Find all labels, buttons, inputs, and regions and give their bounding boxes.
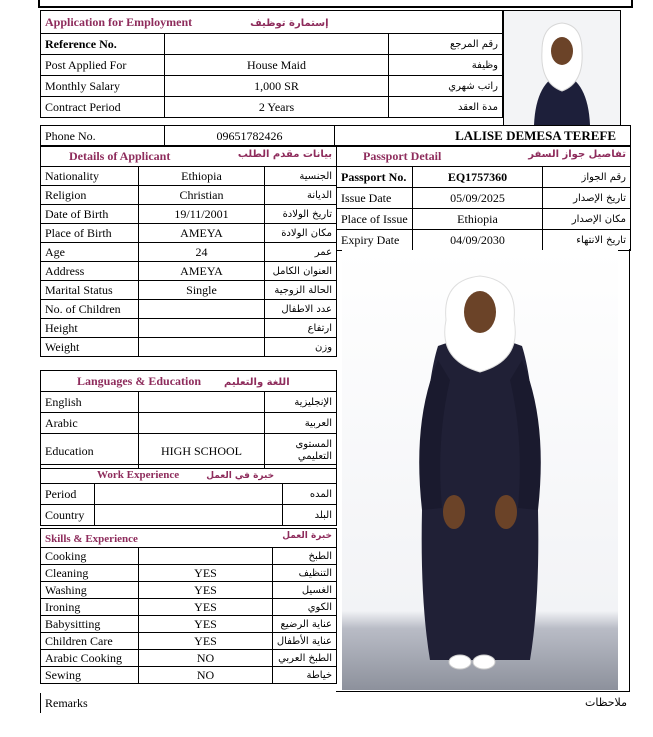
phone-name-row xyxy=(40,125,631,147)
top-frame xyxy=(38,0,633,8)
headshot-photo xyxy=(503,10,621,126)
applicant-row xyxy=(41,205,337,224)
header-table xyxy=(40,10,503,118)
work-table xyxy=(40,464,337,526)
skills-title-ar: خبرة العمل xyxy=(282,530,333,541)
english-label: English xyxy=(41,392,139,413)
work-title-ar: خبرة في العمل xyxy=(206,470,275,481)
education-label-ar: المستوى التعليمي xyxy=(265,434,337,469)
languages-section-header xyxy=(41,371,337,392)
skill-label-ar: التنظيف xyxy=(273,565,337,582)
expiry-date-value: 04/09/2030 xyxy=(413,230,543,251)
work-title: Work Experience xyxy=(97,468,180,481)
remarks-label: Remarks xyxy=(45,696,88,710)
salary-label: Monthly Salary xyxy=(41,76,165,97)
language-row xyxy=(41,413,337,434)
skill-label: Cleaning xyxy=(41,565,139,582)
arabic-value xyxy=(139,413,265,434)
place-of-issue-label-ar: مكان الإصدار xyxy=(543,209,631,230)
expiry-date-label-ar: تاريخ الانتهاء xyxy=(543,230,631,251)
place-of-issue-value: Ethiopia xyxy=(413,209,543,230)
place-of-issue-label: Place of Issue xyxy=(337,209,413,230)
skill-label-ar: عناية الأطفال xyxy=(273,633,337,650)
skill-row xyxy=(41,565,337,582)
skill-label: Sewing xyxy=(41,667,139,684)
applicant-value xyxy=(139,319,265,338)
language-row xyxy=(41,392,337,413)
skill-label-ar: الكوي xyxy=(273,599,337,616)
contract-label: Contract Period xyxy=(41,97,165,118)
applicant-label: Weight xyxy=(41,338,139,357)
salary-row xyxy=(41,76,503,97)
work-section-header xyxy=(41,465,337,484)
skill-value: YES xyxy=(139,633,273,650)
period-label-ar: المده xyxy=(283,484,337,505)
skill-row xyxy=(41,582,337,599)
applicant-label: No. of Children xyxy=(41,300,139,319)
phone-label: Phone No. xyxy=(41,126,165,147)
languages-table xyxy=(40,370,337,469)
phone-value: 09651782426 xyxy=(165,126,335,147)
work-row xyxy=(41,484,337,505)
applicant-value: AMEYA xyxy=(139,224,265,243)
applicant-label-ar: الديانة xyxy=(265,186,337,205)
skill-label-ar: الطبخ العربي xyxy=(273,650,337,667)
reference-label-ar: رقم المرجع xyxy=(389,34,503,55)
applicant-label-ar: عدد الاطفال xyxy=(265,300,337,319)
passport-no-label: Passport No. xyxy=(337,167,413,188)
applicant-value: Ethiopia xyxy=(139,167,265,186)
applicant-label-ar: تاريخ الولادة xyxy=(265,205,337,224)
skill-value: YES xyxy=(139,565,273,582)
remarks-label-ar: ملاحظات xyxy=(585,696,627,709)
salary-label-ar: راتب شهري xyxy=(389,76,503,97)
skill-row xyxy=(41,616,337,633)
applicant-title-ar: بيانات مقدم الطلب xyxy=(237,148,333,160)
remarks-row xyxy=(40,693,631,713)
applicant-value xyxy=(139,300,265,319)
arabic-label-ar: العربية xyxy=(265,413,337,434)
form-title: Application for Employment xyxy=(45,14,193,29)
header-title-row xyxy=(41,11,503,34)
passport-no-value: EQ1757360 xyxy=(413,167,543,188)
skills-table xyxy=(40,528,337,684)
salary-value: 1,000 SR xyxy=(165,76,389,97)
applicant-row xyxy=(41,243,337,262)
post-label: Post Applied For xyxy=(41,55,165,76)
issue-date-label: Issue Date xyxy=(337,188,413,209)
applicant-row xyxy=(41,300,337,319)
passport-row xyxy=(337,167,631,188)
applicant-label: Place of Birth xyxy=(41,224,139,243)
passport-no-label-ar: رقم الجواز xyxy=(543,167,631,188)
applicant-value xyxy=(139,338,265,357)
full-name: LALISE DEMESA TEREFE xyxy=(335,126,631,147)
skill-value: NO xyxy=(139,667,273,684)
passport-section-header xyxy=(337,146,631,167)
skill-label: Cooking xyxy=(41,548,139,565)
applicant-table xyxy=(40,145,337,357)
applicant-label: Address xyxy=(41,262,139,281)
education-value: HIGH SCHOOL xyxy=(139,434,265,469)
applicant-row xyxy=(41,262,337,281)
skill-value: NO xyxy=(139,650,273,667)
form-title-ar: إستمارة توظيف xyxy=(250,17,329,29)
applicant-value: 19/11/2001 xyxy=(139,205,265,224)
skill-value xyxy=(139,548,273,565)
skill-label-ar: عناية الرضيع xyxy=(273,616,337,633)
applicant-label-ar: عمر xyxy=(265,243,337,262)
reference-row xyxy=(41,34,503,55)
skill-label: Ironing xyxy=(41,599,139,616)
skill-value: YES xyxy=(139,616,273,633)
contract-label-ar: مدة العقد xyxy=(389,97,503,118)
applicant-label: Height xyxy=(41,319,139,338)
reference-label: Reference No. xyxy=(41,34,165,55)
skill-label-ar: الطبخ xyxy=(273,548,337,565)
passport-title-ar: تفاصيل جواز السفر xyxy=(528,148,627,160)
applicant-label: Date of Birth xyxy=(41,205,139,224)
applicant-row xyxy=(41,167,337,186)
country-label-ar: البلد xyxy=(283,505,337,526)
applicant-value: 24 xyxy=(139,243,265,262)
skill-value: YES xyxy=(139,582,273,599)
english-label-ar: الإنجليزية xyxy=(265,392,337,413)
period-label: Period xyxy=(41,484,95,505)
reference-value xyxy=(165,34,389,55)
skill-value: YES xyxy=(139,599,273,616)
work-row xyxy=(41,505,337,526)
applicant-row xyxy=(41,281,337,300)
skills-section-header xyxy=(41,529,337,548)
skill-row xyxy=(41,599,337,616)
skill-label: Arabic Cooking xyxy=(41,650,139,667)
applicant-value: Single xyxy=(139,281,265,300)
skill-row xyxy=(41,633,337,650)
skill-label-ar: الغسيل xyxy=(273,582,337,599)
education-label: Education xyxy=(41,434,139,469)
applicant-row xyxy=(41,338,337,357)
passport-table xyxy=(336,145,631,251)
applicant-label-ar: الجنسية xyxy=(265,167,337,186)
post-row xyxy=(41,55,503,76)
photo-frame xyxy=(336,249,630,692)
passport-row xyxy=(337,209,631,230)
languages-title-ar: اللغة والتعليم xyxy=(224,376,290,388)
skills-title: Skills & Experience xyxy=(45,532,138,545)
applicant-label: Marital Status xyxy=(41,281,139,300)
applicant-label: Religion xyxy=(41,186,139,205)
applicant-label: Age xyxy=(41,243,139,262)
contract-value: 2 Years xyxy=(165,97,389,118)
applicant-row xyxy=(41,319,337,338)
english-value xyxy=(139,392,265,413)
applicant-section-header xyxy=(41,146,337,167)
post-value: House Maid xyxy=(165,55,389,76)
applicant-value: AMEYA xyxy=(139,262,265,281)
issue-date-value: 05/09/2025 xyxy=(413,188,543,209)
period-value xyxy=(95,484,283,505)
passport-title: Passport Detail xyxy=(363,148,442,163)
skill-label: Washing xyxy=(41,582,139,599)
country-label: Country xyxy=(41,505,95,526)
issue-date-label-ar: تاريخ الإصدار xyxy=(543,188,631,209)
headshot-figure xyxy=(504,11,620,125)
expiry-date-label: Expiry Date xyxy=(337,230,413,251)
skill-label: Children Care xyxy=(41,633,139,650)
skill-row xyxy=(41,548,337,565)
applicant-title: Details of Applicant xyxy=(69,148,171,163)
applicant-row xyxy=(41,224,337,243)
post-label-ar: وظيفة xyxy=(389,55,503,76)
applicant-label-ar: الحالة الزوجية xyxy=(265,281,337,300)
applicant-label-ar: مكان الولادة xyxy=(265,224,337,243)
applicant-label: Nationality xyxy=(41,167,139,186)
country-value xyxy=(95,505,283,526)
passport-row xyxy=(337,230,631,251)
contract-row xyxy=(41,97,503,118)
skill-row xyxy=(41,650,337,667)
arabic-label: Arabic xyxy=(41,413,139,434)
passport-row xyxy=(337,188,631,209)
applicant-label-ar: العنوان الكامل xyxy=(265,262,337,281)
applicant-label-ar: ارتفاع xyxy=(265,319,337,338)
skill-row xyxy=(41,667,337,684)
applicant-row xyxy=(41,186,337,205)
applicant-label-ar: وزن xyxy=(265,338,337,357)
languages-title: Languages & Education xyxy=(77,373,202,388)
applicant-value: Christian xyxy=(139,186,265,205)
skill-label-ar: خياطة xyxy=(273,667,337,684)
skill-label: Babysitting xyxy=(41,616,139,633)
